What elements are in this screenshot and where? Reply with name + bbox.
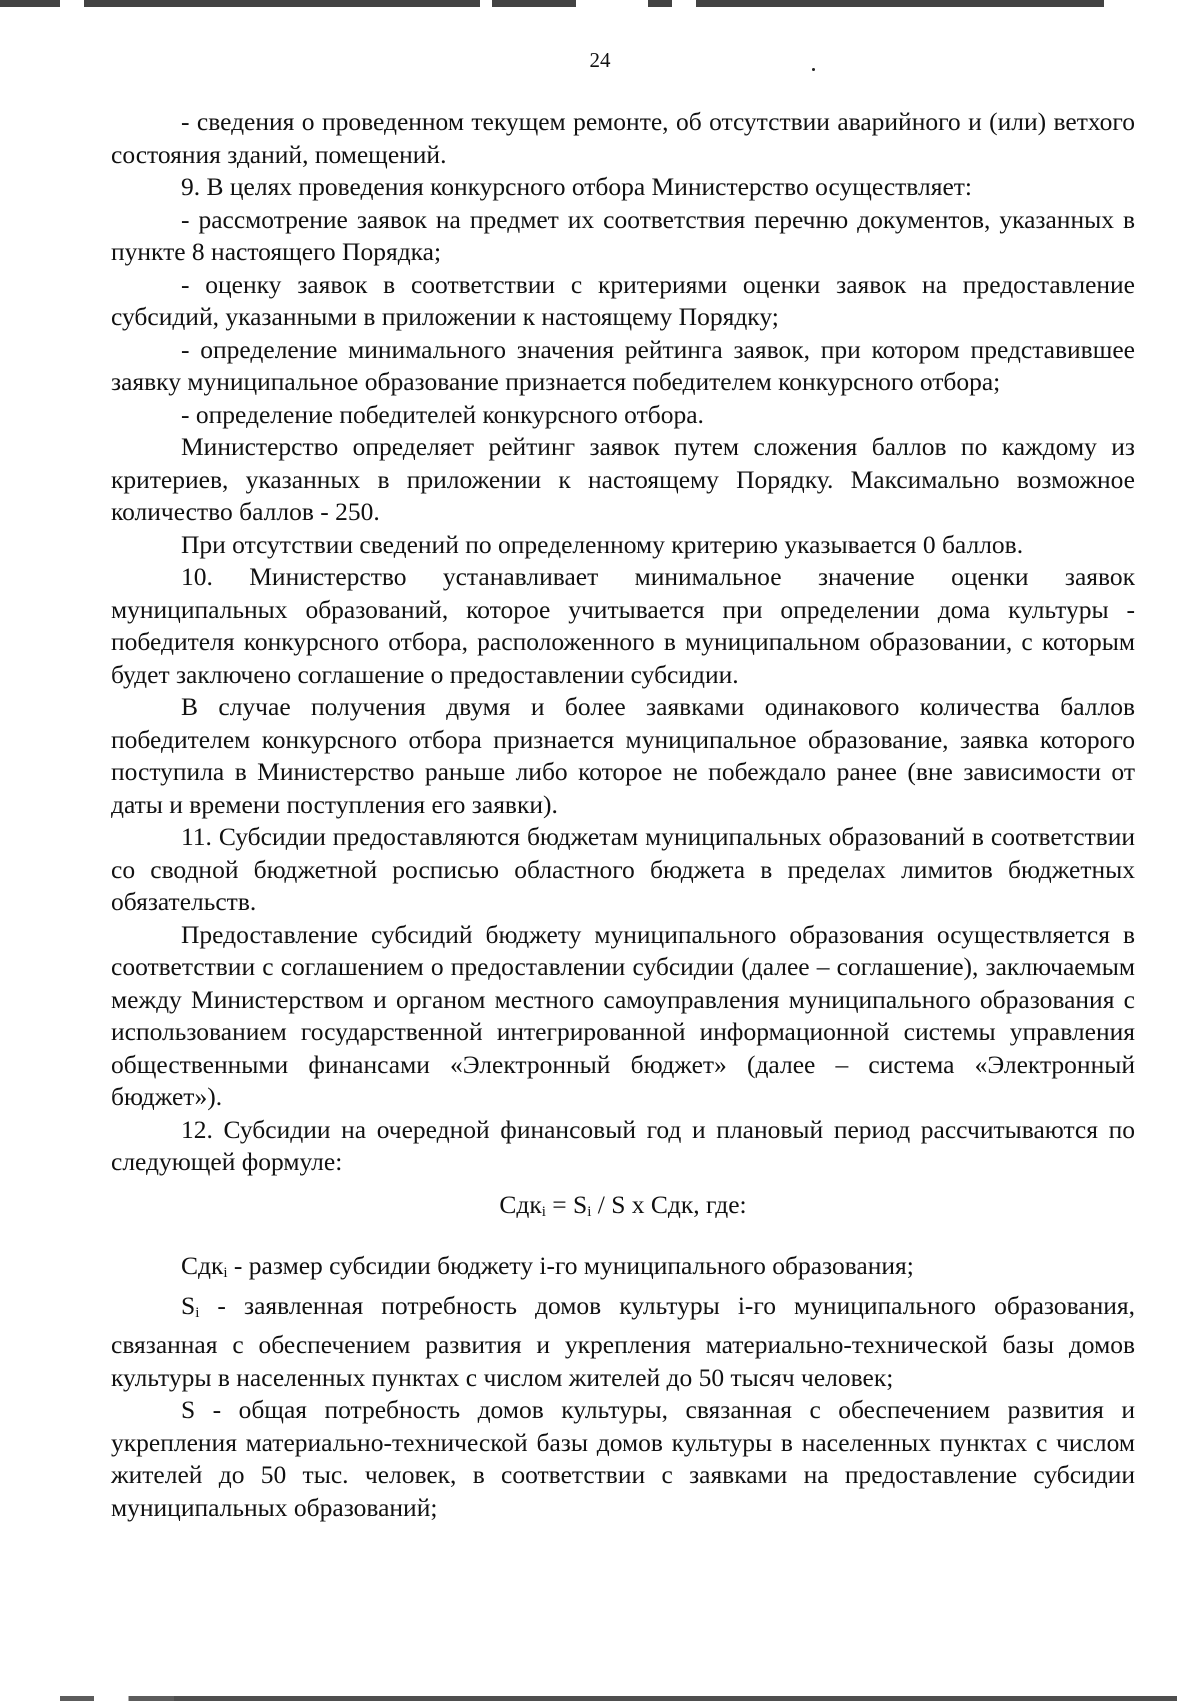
- page-number: 24: [589, 48, 611, 72]
- paragraph-assessment: - оценку заявок в соответствии с критериями оценки заявок на предоставление субсидий, указанными в приложении к настоящему Порядку;: [111, 269, 1135, 331]
- definition-sdk-i: [111, 1250, 1135, 1290]
- formula-lhs: Сдк: [499, 1189, 542, 1219]
- definition-symbol: Сдк: [181, 1251, 224, 1280]
- definition-s-i: [111, 1290, 1135, 1395]
- formula-rhs: / S x Сдк, где:: [591, 1189, 747, 1219]
- scan-edge-top: [0, 0, 1200, 7]
- paragraph-item-10: 10. Министерство устанавливает минимальное значение оценки заявок муниципальных образований, которое учитывается при определении дома культуры - победителя конкурсного отбора, расположенного в муниципальном образовании, с которым будет заключено соглашение о предоставлении субсидии.: [111, 562, 1135, 689]
- definition-subscript: i: [195, 1304, 200, 1321]
- document-body: [111, 106, 1135, 1524]
- paragraph-review: - рассмотрение заявок на предмет их соответствия перечню документов, указанных в пункте 8 настоящего Порядка;: [111, 204, 1135, 266]
- definition-text: - заявленная потребность домов культуры i-го муниципального образования, связанная с обеспечением развития и укрепления материально-технической базы домов культуры в населенных пунктах с числом жителей до 50 тысяч человек;: [111, 1290, 1135, 1392]
- paragraph-item-9: 9. В целях проведения конкурсного отбора Министерство осуществляет:: [181, 172, 973, 201]
- scan-speck: [812, 68, 815, 71]
- scan-edge-bottom: [60, 1696, 1200, 1701]
- paragraph-zero-points: При отсутствии сведений по определенному критерию указывается 0 баллов.: [181, 529, 1024, 559]
- paragraph-item-12: 12. Субсидии на очередной финансовый год и плановый период рассчитываются по следующей формуле:: [111, 1114, 1135, 1176]
- paragraph-min-rating: - определение минимального значения рейтинга заявок, при котором представившее заявку муниципальное образование признается победителем конкурсного отбора;: [111, 334, 1135, 396]
- paragraph-repair-info: - сведения о проведенном текущем ремонте, об отсутствии аварийного и (или) ветхого состояния зданий, помещений.: [111, 107, 1135, 169]
- paragraph-agreement: Предоставление субсидий бюджету муниципального образования осуществляется в соответствии с соглашением о предоставлении субсидии (далее – соглашение), заключаемым между Министерством и органом местного самоуправления муниципального образования с использованием государственной интегрированной информационной системы управления общественными финансами «Электронный бюджет» (далее – система «Электронный бюджет»).: [111, 919, 1135, 1111]
- formula-lhs-subscript: i: [541, 1203, 546, 1220]
- formula-equals: = S: [545, 1189, 588, 1219]
- paragraph-winners: - определение победителей конкурсного отбора.: [181, 399, 704, 429]
- paragraph-tie-break: В случае получения двумя и более заявками одинакового количества баллов победителем конкурсного отбора признается муниципальное образование, заявка которого поступила в Министерство раньше либо которое не побеждало ранее (вне зависимости от даты и времени поступления его заявки).: [111, 692, 1135, 819]
- definition-symbol: S: [181, 1290, 196, 1320]
- definition-text: - общая потребность домов культуры, связанная с обеспечением развития и укрепления материально-технической базы домов культуры в населенных пунктах с числом жителей до 50 тыс. человек, в соответствии с заявками на предоставление субсидии муниципальных образований;: [111, 1395, 1135, 1522]
- formula: [111, 1189, 1135, 1229]
- definition-s-total: [111, 1394, 1135, 1524]
- definition-symbol: S: [181, 1395, 196, 1424]
- formula-si-subscript: i: [587, 1203, 592, 1220]
- paragraph-rating-method: Министерство определяет рейтинг заявок путем сложения баллов по каждому из критериев, указанных в приложении к настоящему Порядку. Максимально возможное количество баллов - 250.: [111, 432, 1135, 526]
- paragraph-item-11: 11. Субсидии предоставляются бюджетам муниципальных образований в соответствии со сводной бюджетной росписью областного бюджета в пределах лимитов бюджетных обязательств.: [111, 822, 1135, 916]
- definition-subscript: i: [223, 1265, 228, 1281]
- definition-text: - размер субсидии бюджету i-го муниципального образования;: [227, 1251, 914, 1280]
